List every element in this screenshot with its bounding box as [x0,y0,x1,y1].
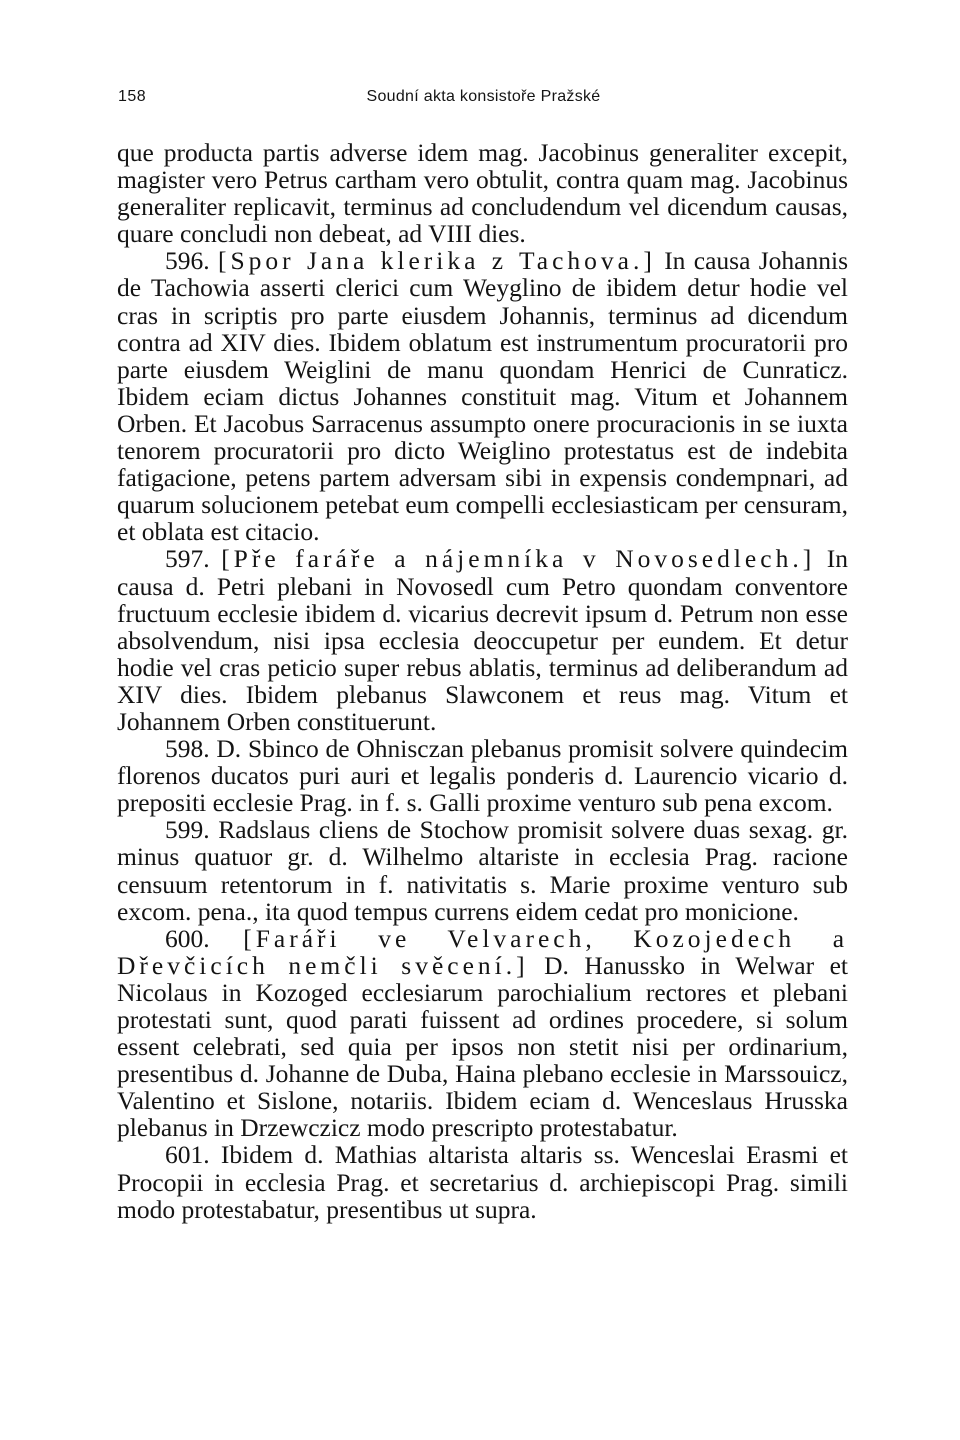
entry-heading: [Spor Jana klerika z Tachova.] [217,246,656,276]
entry-text: D. Hanussko in Welwar et Nicolaus in Kozoged ecclesiarum parochialium rectores et plebani protestati sunt, quod parati fuissent ad ordines procedere, si solum essent celebrati, sed quia per ipsos non stetit nisi per ordinarium, presentibus d. Johanne de Duba, Haina plebano ecclesie in Marssouicz, Valentino et Sislone, notariis. Ibidem eciam d. Wenceslaus Hrusska plebanus in Drzewczicz modo prescripto protestabatur. [117,950,848,1143]
entry-598 [117,735,848,816]
entry-601 [117,1141,848,1222]
entry-text: que producta partis adverse idem mag. Jacobinus generaliter excepit, magister vero Petrus cartham vero obtulit, contra quam mag. Jacobinus generaliter replicavit, terminus ad concludendum vel dicendum causas, quare concludi non debeat, ad VIII dies. [117,138,848,249]
entry-number: 597. [165,544,210,574]
entry-heading: [Pře faráře a nájemníka v Novosedlech.] [221,544,816,574]
entry-599 [117,816,848,924]
entry-number: 601. [165,1140,210,1170]
page-header [118,88,849,114]
entry-number: 600. [165,923,210,953]
entry-596 [117,247,848,545]
entry-text: In causa Johannis de Tachowia asserti clerici cum Weyglino de ibidem detur hodie vel cras in scriptis pro parte eiusdem Johannis, terminus ad dicendum contra ad XIV dies. Ibidem oblatum est instrumentum procuratorii pro parte eiusdem Weiglini de manu quondam Henrici de Cunraticz. Ibidem eciam dictus Johannes constituit mag. Vitum et Johannem Orben. Et Jacobus Sarracenus assumpto onere procuracionis in se iuxta tenorem procuratorii pro dicto Weiglino protestatus est de indebita fatigacione, petens partem adversam sibi in expensis condempnari, ad quarum solucionem petebat eum compelli ecclesiasticam per censuram, et oblata est citacio. [117,246,848,547]
entry-597 [117,545,848,735]
entry-number: 598. [165,734,210,764]
entry-number: 599. [165,815,210,845]
page-body [117,139,848,1223]
running-title: Soudní akta konsistoře Pražské [366,88,601,105]
entry-text: Radslaus cliens de Stochow promisit solvere duas sexag. gr. minus quatuor gr. d. Wilhelmo altariste in ecclesia Prag. racione censuum retentorum in f. nativitatis s. Marie proxime venturo sub excom. pena., ita quod tempus currens eidem cedat pro monicione. [117,815,848,926]
entry-number: 596. [165,246,210,276]
entry-continuation [117,139,848,247]
entry-text: D. Sbinco de Ohnisczan plebanus promisit solvere quindecim florenos ducatos puri auri et legalis ponderis d. Laurencio vicario d. prepositi ecclesie Prag. in f. s. Galli proxime venturo sub pena excom. [117,734,848,818]
entry-heading: [Faráři ve Velvarech, Kozojedech a Dřevčicích nemčli svěcení.] [117,923,849,980]
entry-text: In causa d. Petri plebani in Novosedl cum Petro quondam conventore fructuum ecclesie ibidem d. vicarius decrevit ipsum d. Petrum non esse absolvendum, nisi ipsa ecclesia deoccupetur per eundem. Et detur hodie vel cras peticio super rebus ablatis, terminus ad deliberandum ad XIV dies. Ibidem plebanus Slawconem et reus mag. Vitum et Johannem Orben constituerunt. [117,544,848,736]
page-number: 158 [118,88,147,105]
entry-600 [117,925,848,1142]
entry-text: Ibidem d. Mathias altarista altaris ss. Wenceslai Erasmi et Procopii in ecclesia Prag. et secretarius d. archiepiscopi Prag. simili modo protestabatur, presentibus ut supra. [117,1140,849,1224]
